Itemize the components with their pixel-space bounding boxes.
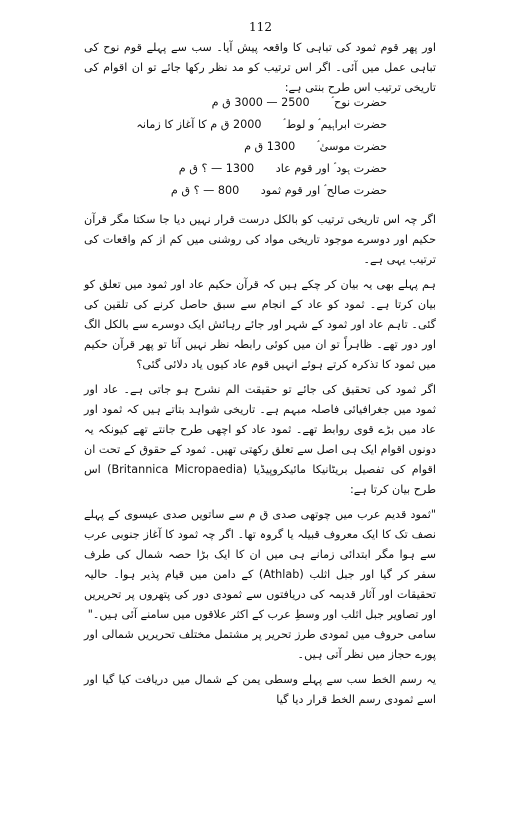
timeline-row <box>136 118 387 132</box>
timeline-prophet: حضرت ابراہیم ؑ و لوط ؑ <box>283 118 387 131</box>
timeline-prophet: حضرت موسیٰ ؑ <box>316 140 387 153</box>
paragraph: اگر ثمود کی تحقیق کی جائے تو حقیقت الم نشرح ہو جاتی ہے۔ عاد اور ثمود میں جغرافیائی فاصلہ مبہم ہے۔ تاریخی شواہد بتاتے ہیں کہ ثمود اور عاد میں بڑے قوی روابط تھے۔ ثمود عاد کو اچھی طرح جانتے تھے کیونکہ یہ دونوں اقوام ایک ہی اصل سے تعلق رکھتی تھیں۔ ثمود کے حقوق کے تحت ان اقوام کی تفصیل بریٹانیکا مائیکروپیڈیا (Britannica Micropaedia) اس طرح بیان کرتا ہے: <box>84 383 436 496</box>
page-number: 112 <box>249 20 272 34</box>
timeline-row <box>244 140 387 154</box>
timeline-row <box>179 162 387 176</box>
intro-paragraph <box>84 38 436 103</box>
timeline-prophet: حضرت ہود ؑ اور قوم عاد <box>275 162 387 175</box>
timeline-date: 1300 ق م <box>244 140 296 153</box>
main-text <box>84 210 436 715</box>
paragraph: سامی حروف میں ثمودی طرز تحریر پر مشتمل مختلف تحریریں شمالی اور پورے حجاز میں نظر آتی ہیں۔ <box>84 628 436 661</box>
block-quote: "ثمود قدیم عرب میں چوتھی صدی ق م سے ساتویں صدی عیسوی کے پہلے نصف تک کا ایک معروف قبیلہ یا گروہ تھا۔ اگر چہ ثمود کا آغاز جنوبی عرب سے ہوا مگر ابتدائی زمانے ہی میں ان کا ایک بڑا حصہ شمال کی طرف سفر کر گیا اور جبل اثلب (Athlab) کے دامن میں قیام پذیر ہوا۔ حالیہ تحقیقات اور آثار قدیمہ کی دریافتوں سے ثمودی دور کی پتھروں پر تحریریں اور تصاویر جبل اثلب اور وسطِ عرب کے اکثر علاقوں میں سامنے آئی ہیں۔" <box>84 508 437 621</box>
timeline-date: 2500 — 3000 ق م <box>211 96 310 109</box>
timeline-prophet: حضرت نوح ؑ <box>331 96 387 109</box>
timeline-row <box>212 96 387 110</box>
paragraph: اگر چہ اس تاریخی ترتیب کو بالکل درست قرار نہیں دیا جا سکتا مگر قرآن حکیم اور دوسرے موجود تاریخی مواد کی روشنی میں کم از کم واقعات کی ترتیب یہی ہے۔ <box>84 213 436 266</box>
timeline-date: 1300 — ؟ ق م <box>178 162 255 175</box>
paragraph: ہم پہلے بھی یہ بیان کر چکے ہیں کہ قرآن حکیم عاد اور ثمود میں تعلق کو بیان کرتا ہے۔ ثمود کو عاد کے انجام سے سبق حاصل کرنے کی تلقین کی گئی۔ تاہم عاد اور ثمود کے شہر اور جائے رہائش ایک دوسرے سے بالکل الگ اور دور تھے۔ ظاہراً تو ان میں کوئی رابطہ نظر نہیں آتا تو پھر قرآن حکیم میں ثمود کا تذکرہ کرتے ہوئے انہیں قوم عاد کیوں یاد دلائی گئی؟ <box>84 278 436 371</box>
timeline-prophet: حضرت صالح ؑ اور قوم ثمود <box>260 184 387 197</box>
paragraph: یہ رسم الخط سب سے پہلے وسطی یمن کے شمال میں دریافت کیا گیا اور اسے ثمودی رسم الخط قرار دیا گیا <box>84 673 436 706</box>
paragraph: اور پھر قوم ثمود کی تباہی کا واقعہ پیش آیا۔ سب سے پہلے قوم نوح کی تباہی عمل میں آئی۔ اگر اس ترتیب کو مد نظر رکھا جائے تو ان اقوام کی تاریخی ترتیب اس طرح بنتی ہے: <box>84 41 436 94</box>
timeline-row <box>171 184 387 198</box>
timeline-date: 800 — ؟ ق م <box>170 184 240 197</box>
timeline-date: 2000 ق م کا آغاز کا زمانہ <box>136 118 262 131</box>
